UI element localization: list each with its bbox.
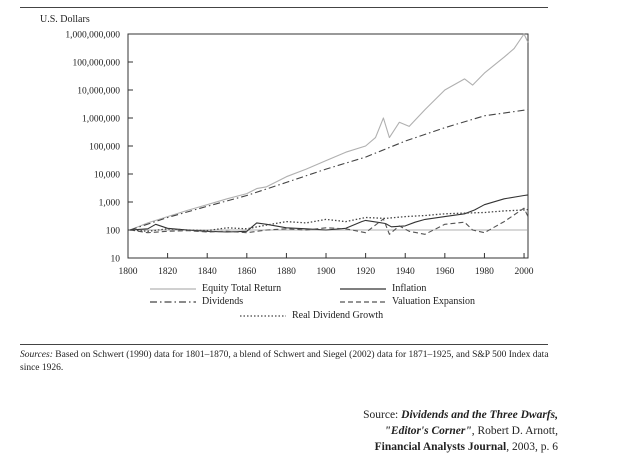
y-tick-label: 1,000,000,000 — [65, 30, 120, 41]
x-tick-label: 1860 — [237, 267, 257, 277]
plot-frame — [128, 34, 528, 258]
x-tick-label: 1980 — [474, 267, 494, 277]
sources-text: Based on Schwert (1990) data for 1801–1870, a blend of Schwert and Siegel (2002) data for 1871–1925, and S&P 500 Index data since 1926. — [20, 350, 549, 373]
legend-valuation-label: Valuation Expansion — [392, 296, 476, 307]
legend-dividends-label: Dividends — [202, 296, 244, 307]
x-tick-label: 1920 — [356, 267, 376, 277]
x-tick-label: 1900 — [316, 267, 336, 277]
credit-column: "Editor's Corner" — [384, 425, 472, 437]
y-axis-label: U.S. Dollars — [40, 14, 90, 25]
credit-details: , 2003, p. 6 — [506, 441, 558, 453]
legend-inflation-label: Inflation — [392, 283, 427, 294]
x-tick-label: 1800 — [118, 267, 138, 277]
legend-equity-label: Equity Total Return — [202, 283, 282, 294]
credit-title: Dividends and the Three Dwarfs, — [401, 409, 558, 421]
sources-rule — [20, 344, 548, 345]
legend-valuation — [340, 296, 475, 307]
y-tick-label: 1,000 — [98, 198, 120, 209]
x-tick-label: 2000 — [514, 267, 534, 277]
real-dividend-growth-line — [130, 210, 528, 232]
source-credit — [363, 407, 558, 455]
y-tick-label: 100,000,000 — [72, 58, 120, 69]
y-tick-label: 100,000 — [89, 142, 120, 153]
x-tick-label: 1960 — [435, 267, 455, 277]
credit-prefix: Source: — [363, 409, 402, 421]
equity-total-return-line — [130, 34, 528, 230]
y-tick-label: 10,000,000 — [77, 86, 120, 97]
y-tick-label: 100 — [105, 226, 120, 237]
x-tick-label: 1940 — [395, 267, 415, 277]
legend-dividends — [150, 296, 243, 307]
x-tick-label: 1840 — [197, 267, 217, 277]
credit-author: , Robert D. Arnott, — [471, 425, 558, 437]
x-tick-label: 1820 — [158, 267, 178, 277]
y-tick-label: 10 — [110, 254, 120, 265]
legend-real-dividend — [240, 310, 383, 321]
legend-real-dividend-label: Real Dividend Growth — [292, 310, 384, 321]
credit-journal: Financial Analysts Journal — [374, 441, 507, 453]
y-tick-label: 1,000,000 — [82, 114, 120, 125]
sources-label: Sources: — [20, 350, 53, 360]
x-tick-label: 1880 — [276, 267, 296, 277]
sources-note — [20, 349, 550, 375]
legend-equity — [150, 283, 281, 294]
y-tick-label: 10,000 — [93, 170, 120, 181]
legend-inflation — [340, 283, 426, 294]
